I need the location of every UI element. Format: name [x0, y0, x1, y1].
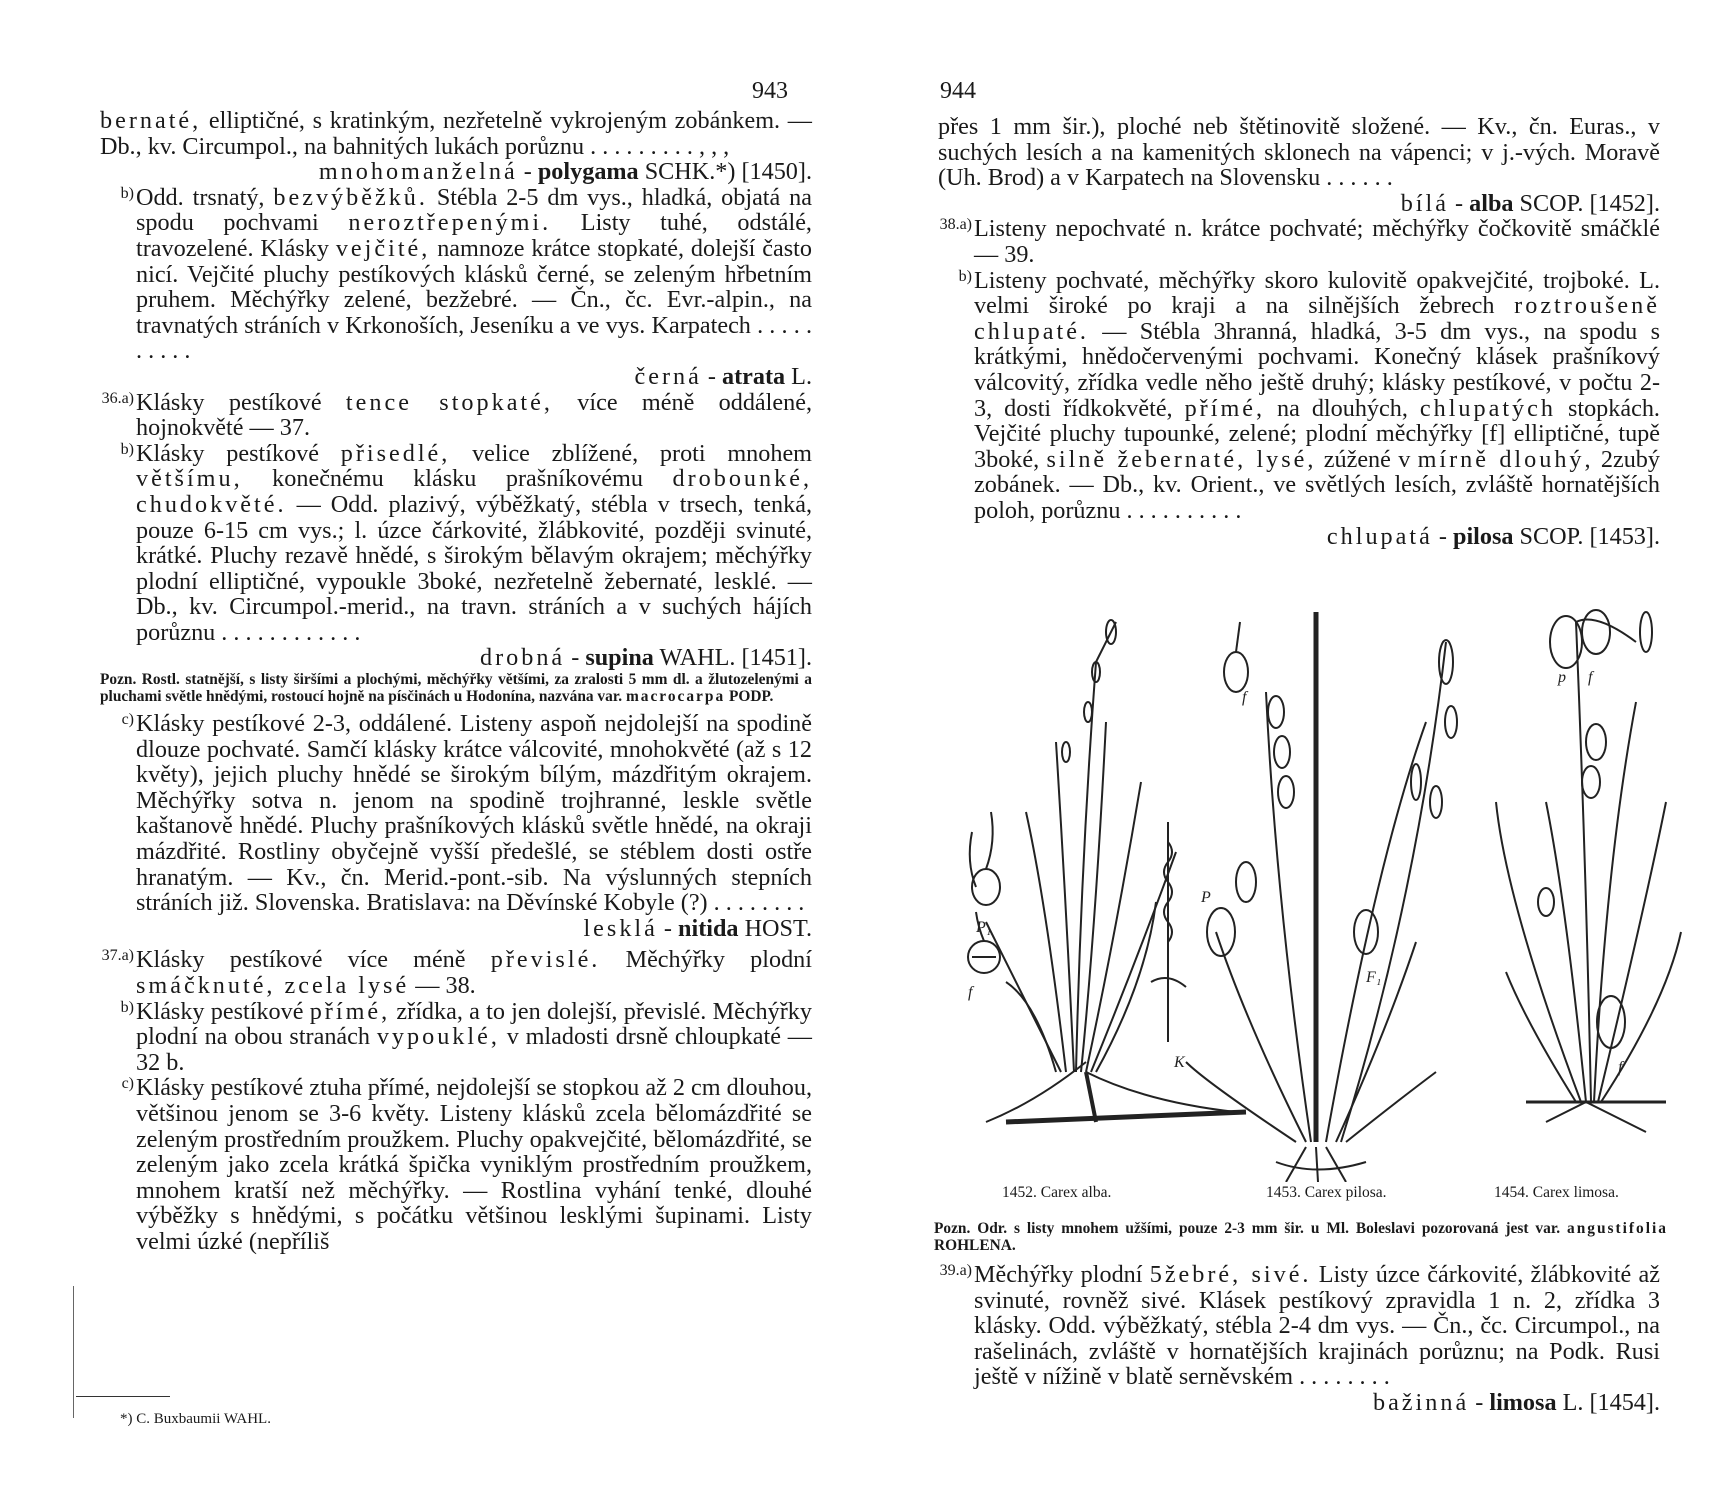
key-entry-38a: [938, 216, 1660, 267]
carex-alba-drawing: [986, 620, 1246, 1122]
key-text: Klásky pestíkové tence stopkaté, více méně oddálené, hojnokvěté — 37.: [136, 388, 812, 442]
page-number: 943: [752, 78, 788, 104]
key-text: Klásky pestíkové více méně převislé. Měchýřky plodní smáčknuté, zcela lysé — 38.: [136, 946, 812, 999]
footnote-rule: [76, 1396, 170, 1397]
key-text: Klásky pestíkové přisedlé, velice zblížené, proti mnohem většímu, konečnému klásku prašníkovému drobounké, chudokvěté. — Odd. plazivý, výběžkatý, stébla v trsech, tenká, pouze 6-15 cm vys.; l. úzce čárkovité, žlábkovité, později svinuté, krátké. Pluchy rezavě hnědé, s širokým bělavým okrajem; měchýřky plodní elliptičné, vypoukle 3boké, nezřetelně žebernaté, lesklé. — Db., kv. Circumpol.-merid., na travn. stráních a v suchých hájích porůznu . . . . . . . . . . . .: [136, 439, 812, 646]
page-number: 944: [940, 78, 976, 104]
key-text: Odd. trsnatý, bezvýběžků. Stébla 2-5 dm vys., hladká, objatá na spodu pochvami neroztřepenými. Listy tuhé, odstálé, travozelené. Klásky vejčité, namnoze krátce stopkaté, dolejší často nicí. Vejčité pluchy pestíkových klásků černé, se zeleným hřbetním pruhem. Měchýřky zelené, bezžebré. — Čn., čc. Evr.-alpin., na travnatých stráních v Krkonoších, Jeseníku a ve vys. Karpatech . . . . . . . . . .: [136, 183, 812, 365]
key-label: c): [121, 1075, 134, 1093]
left-text-column: [100, 108, 812, 1255]
right-page: [870, 0, 1734, 1501]
key-label: 39.a): [939, 1262, 972, 1279]
carex-illustration-svg: [946, 602, 1682, 1182]
figure-label: f: [968, 984, 973, 1001]
figure-label: f: [1588, 669, 1593, 686]
paragraph-continuation: přes 1 mm šir.), ploché neb štětinovitě složené. — Kv., čn. Euras., v suchých lesích a na kamenitých sklonech na vápenci; v j.-vých. Moravě (Uh. Brod) a v Karpatech na Slovensku . . . . . .: [938, 113, 1660, 192]
key-label: 37.a): [101, 947, 134, 965]
key-label: b): [958, 267, 972, 285]
key-entry-36c: [100, 711, 812, 941]
figure-label: f: [1618, 1059, 1623, 1076]
carex-limosa-drawing: [1496, 610, 1681, 1132]
key-entry-37b: [100, 999, 812, 1076]
key-entry-36a: [100, 390, 812, 441]
figure-label: P: [1201, 889, 1211, 906]
species-name-line: černá - atrata L.: [634, 362, 812, 390]
species-name-line: drobná - supina WAHL. [1451].: [479, 644, 812, 672]
key-text: Klásky pestíkové 2-3, oddálené. Listeny aspoň nejdolejší na spodině dlouze pochvaté. Samčí klásky krátce válcovité, mnohokvěté (až s 12 květy), jejich pluchy hnědé se širokým bílým, mázdřitým okrajem. Měchýřky sotva n. jenom na spodině trojhranné, leskle světle kaštanově hnědé. Pluchy prašníkových klásků světle hnědé, na okraji mázdřité. Rostliny obyčejně vyšší předešlé, se stéblem dosti ostře hranatým. — Kv., čn. Merid.-pont.-sib. Na výslunných stepních stráních již. Slovenska. Bratislava: na Děvínské Kobyle (?) . . . . . . . .: [136, 710, 812, 917]
figure-label: F₁: [1366, 969, 1382, 986]
species-name-line: mnohomanželná - polygama SCHK.*) [1450].: [318, 158, 812, 186]
margin-line: [73, 1286, 74, 1418]
figure-label: p: [1558, 669, 1566, 686]
right-lower-column: [938, 1262, 1660, 1416]
key-entry-39a: [938, 1262, 1660, 1416]
figure-label: f: [1242, 689, 1247, 706]
figure-caption: 1452. Carex alba.: [1002, 1184, 1112, 1201]
key-label: b): [120, 184, 134, 202]
key-text: Měchýřky plodní 5žebré, sivé. Listy úzce čárkovité, žlábkovité až svinuté, rovněž sivé. Klásek pestíkový zpravidla 1 n. 2, zřídka 3 klásky. Odd. výběžkatý, stébla 2-4 dm vys. — Čn., čc. Circumpol., na rašelinách, zvláště v hornatějších krajinách porůznu; na Podk. Rusi ještě v nížině v blatě serněvském . . . . . . . .: [974, 1261, 1660, 1391]
key-label: b): [120, 440, 134, 458]
key-entry-36b: [100, 441, 812, 671]
key-entry-37a: [100, 947, 812, 998]
carex-alba-details: [968, 812, 1000, 973]
key-entry-37c: [100, 1075, 812, 1254]
key-label: c): [121, 711, 134, 729]
figure-label: P₁: [976, 919, 992, 936]
key-text: Listeny nepochvaté n. krátce pochvaté; měchýřky čočkovitě smáčklé — 39.: [974, 215, 1660, 268]
key-text: Klásky pestíkové ztuha přímé, nejdolejší se stopkou až 2 cm dlouhou, většinou jenom se 3-6 květy. Listeny klásků zcela bělomázdřité se zeleným prostředním proužkem. Pluchy opakvejčité, bělomázdřité, se zeleným jako zcela krátká špička vyniklým prostředním proužkem, mnohem kratší než měchýřky. — Rostlina vyhání tenké, dlouhé výběžky s hnědými, s počátku většinou lesklými šupinami. Listy velmi úzké (nepříliš: [136, 1074, 812, 1255]
figure-caption: 1453. Carex pilosa.: [1266, 1184, 1387, 1201]
footnote: *) C. Buxbaumii WAHL.: [120, 1411, 271, 1427]
note-paragraph: Pozn. Odr. s listy mnohem užšími, pouze 2-3 mm šir. u Ml. Boleslavi pozorovaná jest var. angustifolia ROHLENA.: [934, 1220, 1668, 1254]
key-entry-35b: [100, 185, 812, 390]
key-text: Klásky pestíkové přímé, zřídka, a to jen dolejší, převislé. Měchýřky plodní na obou stranách vypouklé, v mladosti drsně chloupkaté — 32 b.: [136, 997, 812, 1076]
figure-caption: 1454. Carex limosa.: [1494, 1184, 1619, 1201]
species-name-line: chlupatá - pilosa SCOP. [1453].: [1326, 522, 1660, 550]
key-label: 38.a): [939, 216, 972, 234]
botanical-illustration: [946, 602, 1682, 1182]
species-name-line: bažinná - limosa L. [1454].: [1372, 1388, 1660, 1416]
figure-label: K: [1174, 1054, 1185, 1071]
paragraph-continuation: bernaté, elliptičné, s kratinkým, nezřetelně vykrojeným zobánkem. — Db., kv. Circumpol., na bahnitých lukách porůznu . . . . . . . . . , , ,: [100, 107, 812, 160]
key-text: Listeny pochvaté, měchýřky skoro kulovitě opakvejčité, trojboké. L. velmi široké po kraji a na silnějších žebrech roztroušeně chlupaté. — Stébla 3hranná, hladká, 3-5 dm vys., na spodu s krátkými, hnědočervenými pochvami. Konečný klásek prašníkový válcovitý, zřídka vedle něho ještě druhý; klásky pestíkové, v počtu 2-3, dosti řídkokvěté, přímé, na dlouhých, chlupatých stopkách. Vejčité pluchy tupounké, zelené; plodní měchýřky [f] elliptičné, tupě 3boké, silně žebernaté, lysé, zúžené v mírně dlouhý, 2zubý zobánek. — Db., kv. Orient., ve světlých lesích, zvláště hornatějších poloh, porůznu . . . . . . . . . .: [974, 266, 1660, 524]
note-paragraph: Pozn. Rostl. statnější, s listy širšími a plochými, měchýřky většími, za zralosti 5 mm dl. a žlutozelenými a pluchami světle hnědými, rostoucí hojně na písčinách u Hodonína, nazvána var. macrocarpa PODP.: [100, 671, 812, 706]
species-name-line: lesklá - nitida HOST.: [583, 914, 812, 942]
key-label: 36.a): [101, 389, 134, 407]
key-label: b): [120, 998, 134, 1016]
species-name-line: bílá - alba SCOP. [1452].: [1400, 189, 1660, 217]
carex-pilosa-drawing: [1186, 612, 1457, 1182]
carex-alba-detail-k: [1151, 822, 1186, 1042]
key-entry-38b: [938, 268, 1660, 550]
right-text-column: [938, 114, 1660, 549]
